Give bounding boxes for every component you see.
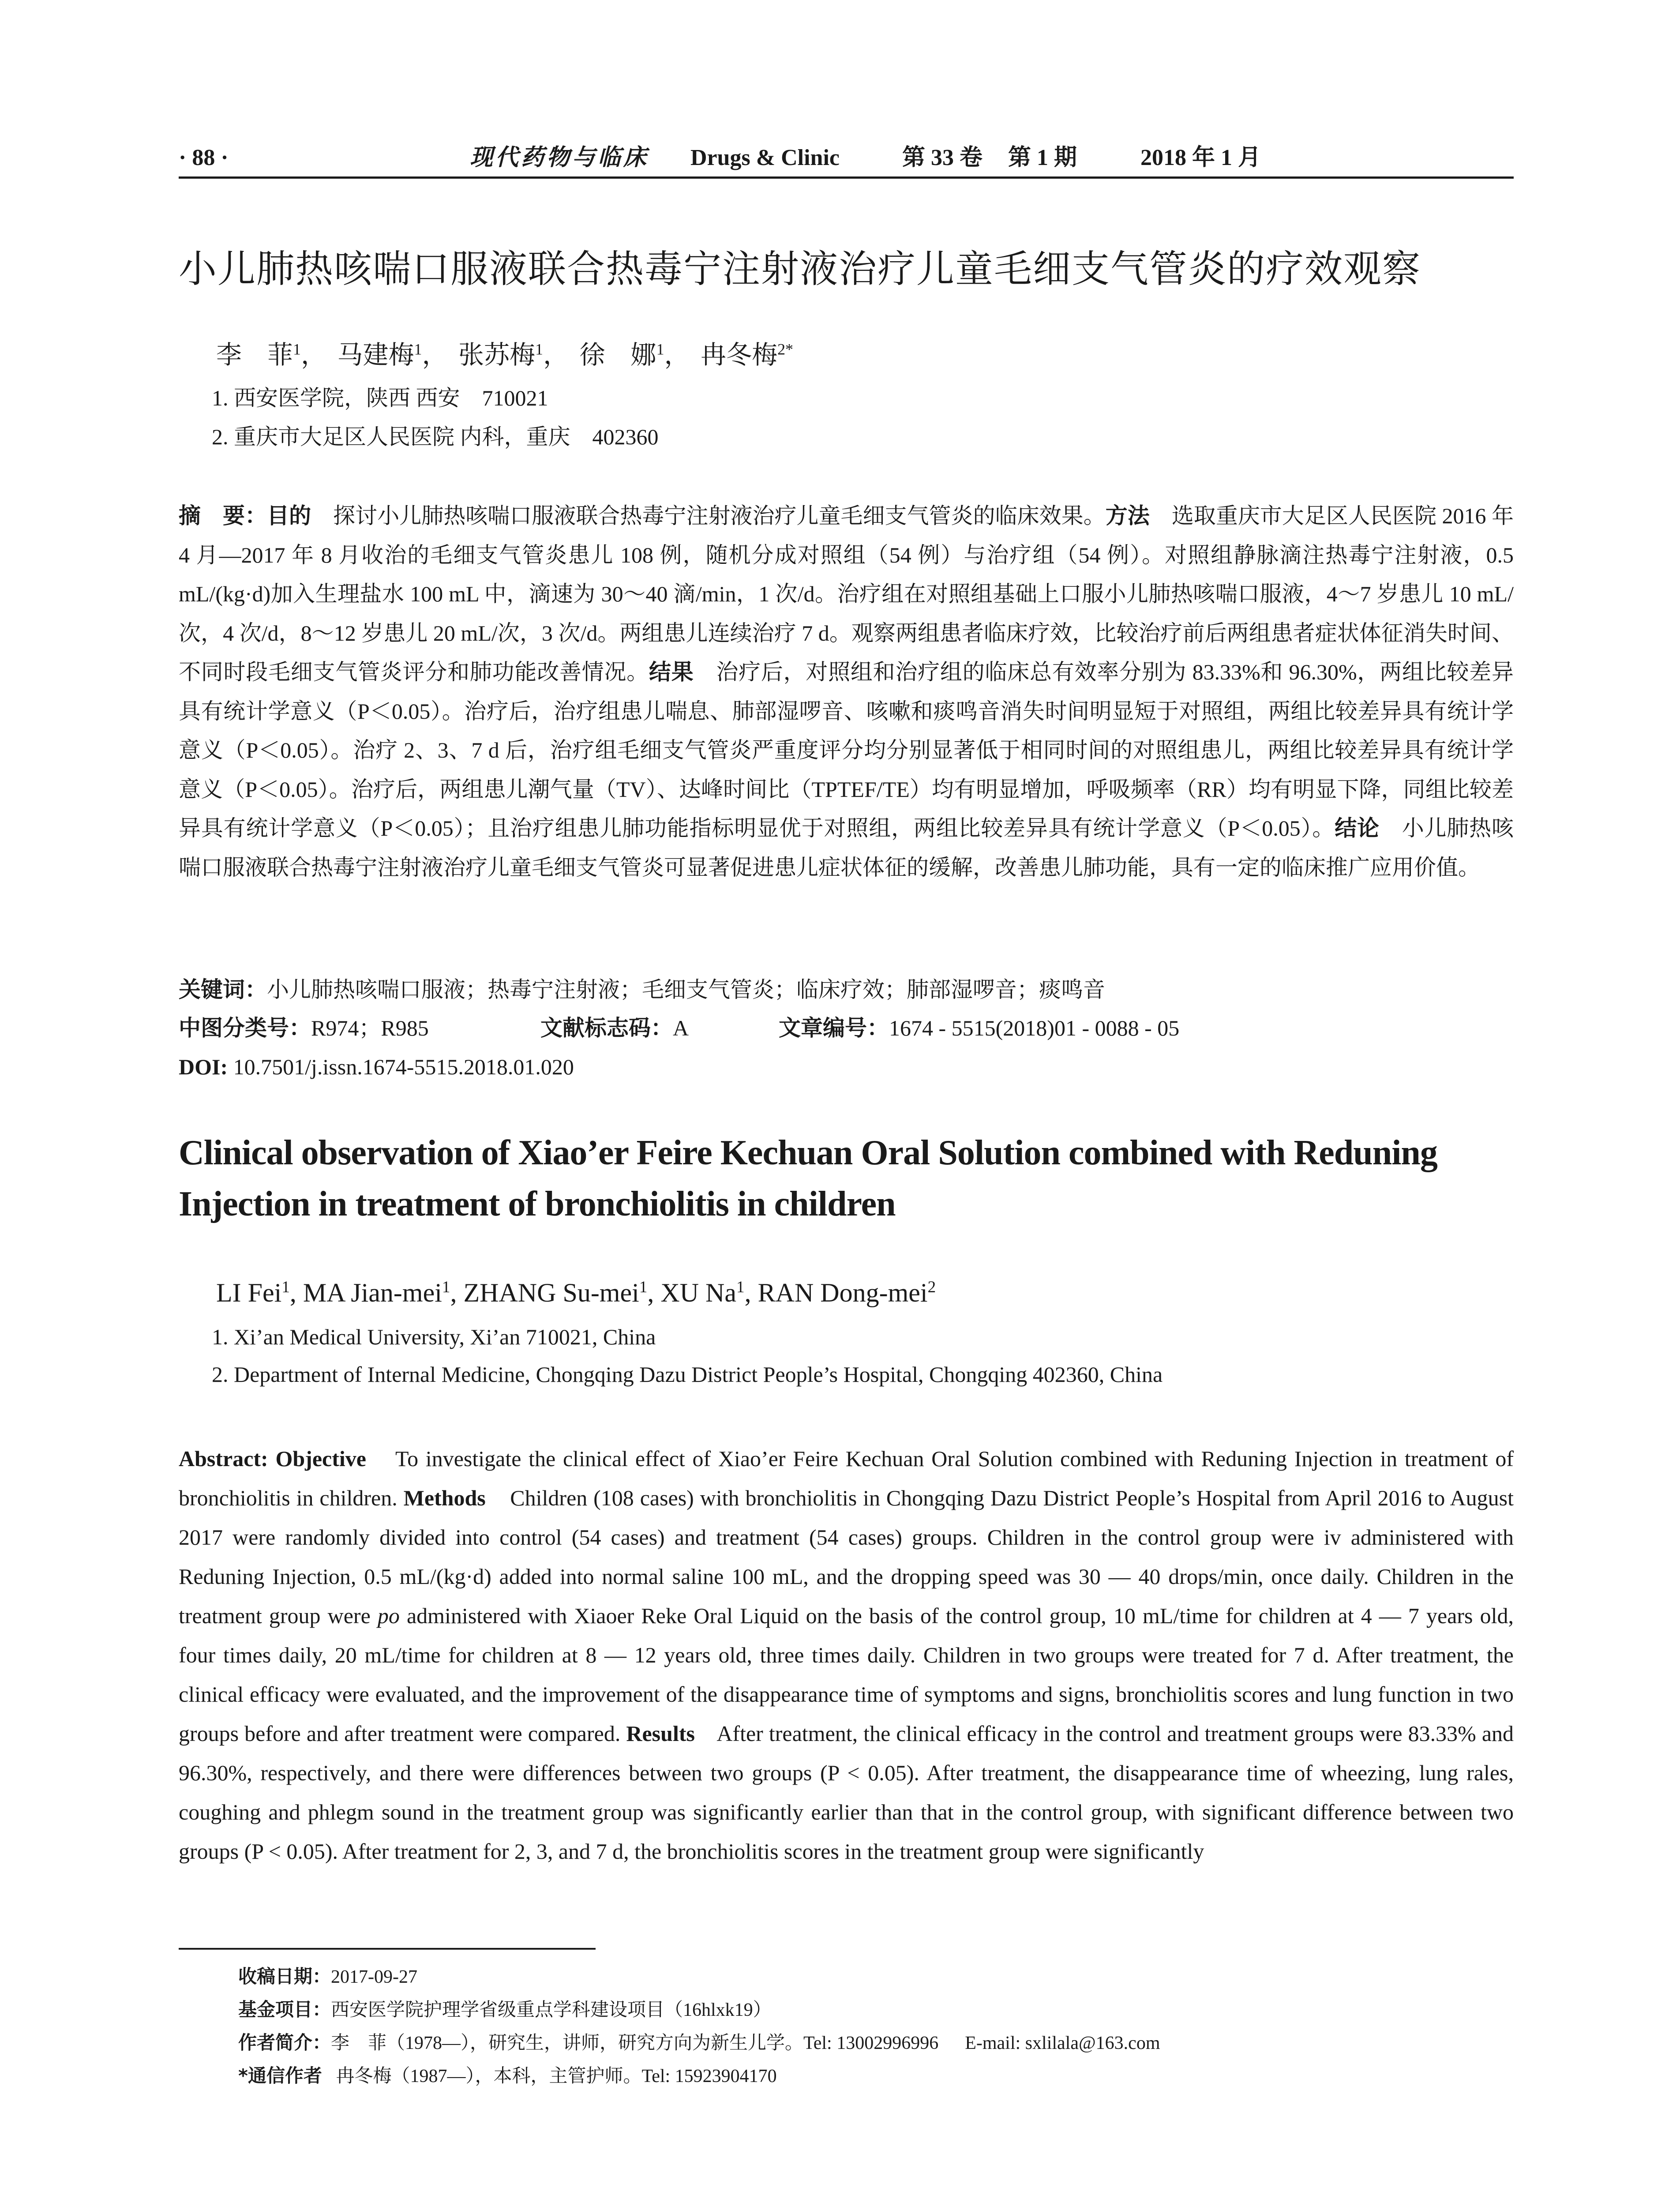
footnote-corresponding: *通信作者 冉冬梅（1987—），本科，主管护师。Tel: 15923904170 — [238, 2065, 777, 2086]
clc-code: 中图分类号：R974；R985 — [179, 1015, 429, 1041]
author-cn: 李 菲$^1$， — [216, 340, 327, 369]
results-text-cn: 治疗后，对照组和治疗组的临床总有效率分别为 83.33%和 96.30%，两组比较差异具有统计学意义（P＜0.05）。治疗后，治疗组患儿喘息、肺部湿啰音、咳嗽和痰鸣音消失时间明显短于对照组，两组比较差异具有统计学意义（P＜0.05）。治疗 2、3、7 d 后，治疗组毛细支气管炎严重度评分均分别显著低于相同时间的对照组患儿，两组比较差异具有统计学意义（P＜0.05）。治疗后，两组患儿潮气量（TV）、达峰时间比（TPTEF/TE）均有明显增加，呼吸频率（RR）均有明显下降，同组比较差异具有统计学意义（P＜0.05）；且治疗组患儿肺功能指标明显优于对照组，两组比较差异具有统计学意义（P＜0.05）。 — [179, 660, 1514, 840]
author-en: XU Na$^1$, — [660, 1278, 758, 1307]
author-email: E-mail: sxlilala@163.com — [965, 2033, 1160, 2053]
article-number: 文章编号：1674 - 5515(2018)01 - 0088 - 05 — [779, 1015, 1180, 1041]
results-text-en: After treatment, the clinical efficacy in the control and treatment groups were 83.33% and 96.30%, respectively, and there were differences between two groups (P < 0.05). After treatment, the disappearance time of wheezing, lung rales, coughing and phlegm sound in the treatment group was significantly earlier than that in the control group, with significant difference between two groups (P < 0.05). After treatment for 2, 3, and 7 d, the bronchiolitis scores in the treatment group were significantly — [179, 1721, 1514, 1864]
footnote-received: 收稿日期：2017-09-27 — [238, 1966, 417, 1987]
author-cn: 徐 娜$^1$， — [579, 340, 690, 369]
methods-label-en: Methods — [403, 1486, 486, 1510]
abstract-en — [179, 1439, 1514, 1871]
doi-line — [179, 1049, 574, 1084]
abstract-label-en: Abstract: — [179, 1446, 268, 1471]
conclusion-label-cn: 结论 — [1335, 815, 1380, 841]
document-code: 文献标志码：A — [540, 1015, 689, 1041]
objective-text-cn: 探讨小儿肺热咳喘口服液联合热毒宁注射液治疗儿童毛细支气管炎的临床效果。 — [333, 503, 1106, 528]
keywords-text: 小儿肺热咳喘口服液；热毒宁注射液；毛细支气管炎；临床疗效；肺部湿啰音；痰鸣音 — [267, 977, 1105, 1002]
abstract-cn — [179, 496, 1514, 887]
affiliation-cn-2: 2. 重庆市大足区人民医院 内科，重庆 402360 — [212, 424, 659, 449]
affiliation-cn-1: 1. 西安医学院，陕西 西安 710021 — [212, 386, 548, 410]
author-list-cn — [216, 335, 798, 375]
affiliation-en-2: 2. Department of Internal Medicine, Chongqing Dazu District People’s Hospital, Chongqing 402360, China — [212, 1362, 1163, 1387]
footnote-rule — [179, 1948, 596, 1950]
objective-label-en: Objective — [275, 1446, 366, 1471]
abstract-label-cn: 摘 要： — [179, 503, 267, 529]
methods-label-cn: 方法 — [1105, 503, 1150, 529]
methods-text-en-b: administered with Xiaoer Reke Oral Liquid on the basis of the control group, 10 mL/time for children at 4 — 7 years old, four times daily, 20 mL/time for children at 8 — 12 years old, three times daily. Children in two groups were treated for 7 d. After treatment, the clinical efficacy were evaluated, and the improvement of the disappearance time of symptoms and signs, bronchiolitis scores and lung function in two groups before and after treatment were compared. — [179, 1603, 1514, 1746]
keywords-cn — [179, 972, 1105, 1007]
results-label-cn: 结果 — [649, 659, 694, 685]
methods-text-cn: 选取重庆市大足区人民医院 2016 年 4 月—2017 年 8 月收治的毛细支气管炎患儿 108 例，随机分成对照组（54 例）与治疗组（54 例）。对照组静脉滴注热毒宁注射液，0.5 mL/(kg·d)加入生理盐水 100 mL 中，滴速为 30～40 滴/min，1 次/d。治疗组在对照组基础上口服小儿肺热咳喘口服液，4～7 岁患儿 10 mL/次，4 次/d，8～12 岁患儿 20 mL/次，3 次/d。两组患儿连续治疗 7 d。观察两组患者临床疗效，比较治疗前后两组患者症状体征消失时间、不同时段毛细支气管炎评分和肺功能改善情况。 — [179, 503, 1514, 684]
objective-label-cn: 目的 — [267, 503, 311, 529]
issue-date: 2018 年 1 月 — [1140, 145, 1261, 170]
page-number: · 88 · — [179, 145, 229, 170]
issue: 第 1 期 — [1008, 145, 1077, 170]
keywords-label: 关键词： — [179, 977, 267, 1002]
author-cn: 张苏梅$^1$， — [458, 340, 569, 369]
author-cn: 马建梅$^1$， — [337, 340, 448, 369]
objective-text-en: To investigate the clinical effect of Xiao’er Feire Kechuan Oral Solution combined with Reduning Injection in treatment of bronchiolitis in children. — [179, 1446, 1514, 1510]
header-rule — [179, 176, 1514, 179]
author-en: ZHANG Su-mei$^1$, — [463, 1278, 661, 1307]
results-label-en: Results — [626, 1721, 695, 1746]
doi-value: 10.7501/j.issn.1674-5515.2018.01.020 — [233, 1054, 574, 1079]
author-en: LI Fei$^1$, — [216, 1278, 303, 1307]
footnote-fund: 基金项目：西安医学院护理学省级重点学科建设项目（16hlxk19） — [238, 1999, 772, 2020]
footnote-author: 作者简介：李 菲（1978—），研究生，讲师，研究方向为新生儿学。Tel: 13002996996 E-mail: sxlilala@163.com — [238, 2032, 1160, 2053]
running-head — [179, 140, 1514, 176]
article-title-en: Clinical observation of Xiao’er Feire Kechuan Oral Solution combined with Reduning Injection in treatment of bronchiolitis in children — [179, 1133, 1437, 1223]
conclusion-text-cn: 小儿肺热咳喘口服液联合热毒宁注射液治疗儿童毛细支气管炎可显著促进患儿症状体征的缓解，改善患儿肺功能，具有一定的临床推广应用价值。 — [179, 816, 1514, 880]
affiliation-en-1: 1. Xi’an Medical University, Xi’an 710021, China — [212, 1324, 656, 1349]
author-list-en — [216, 1273, 936, 1313]
methods-po: po — [377, 1603, 400, 1628]
methods-text-en-a: Children (108 cases) with bronchiolitis in Chongqing Dazu District People’s Hospital from April 2016 to August 2017 were randomly divided into control (54 cases) and treatment (54 cases) groups. Children in the control group were iv administered with Reduning Injection, 0.5 mL/(kg·d) added into normal saline 100 mL, and the dropping speed was 30 — 40 drops/min, once daily. Children in the treatment group were — [179, 1486, 1514, 1628]
author-en: RAN Dong-mei$^2$ — [758, 1278, 936, 1307]
doi-label: DOI: — [179, 1054, 228, 1079]
author-en: MA Jian-mei$^1$, — [303, 1278, 464, 1307]
author-cn: 冉冬梅$^{2*}$ — [701, 340, 794, 369]
volume: 第 33 卷 — [902, 145, 983, 170]
journal-name-en: Drugs & Clinic — [690, 145, 840, 170]
article-title-cn: 小儿肺热咳喘口服液联合热毒宁注射液治疗儿童毛细支气管炎的疗效观察 — [179, 247, 1421, 291]
journal-name-cn: 现代药物与临床 — [470, 145, 649, 170]
